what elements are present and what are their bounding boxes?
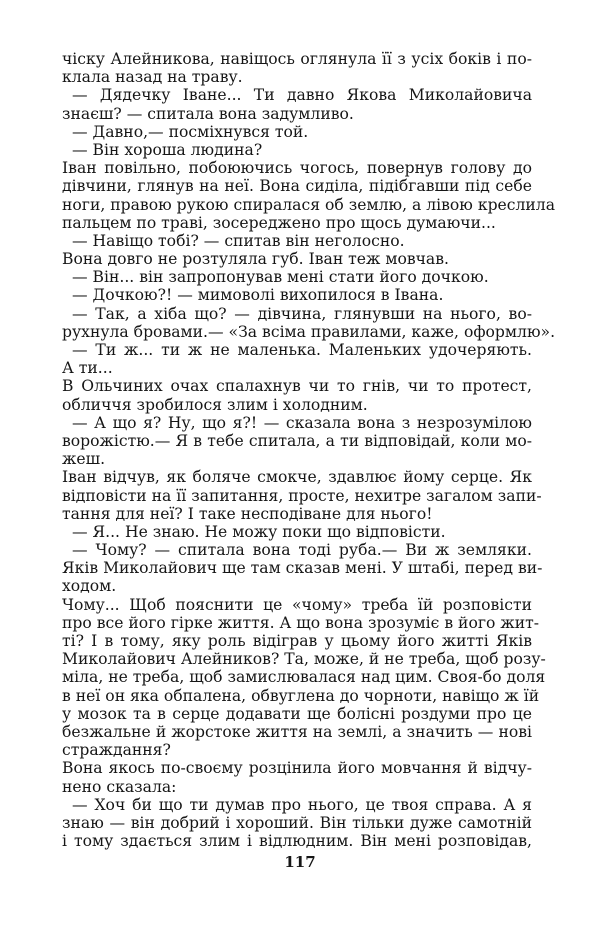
text-line: — Давно,— посміхнувся той. (72, 122, 309, 141)
text-line: у мозок та в серце додавати ще болісні роздуми про це (62, 704, 532, 723)
text-line: безжальне й жорстоке життя на землі, а значить — нові (62, 722, 532, 741)
text-line: — А що я? Ну, що я?! — сказала вона з незрозумілою (72, 413, 532, 432)
text-line: Миколайович Алейников? Та, може, й не треба, щоб розу- (62, 650, 546, 669)
text-line: ноги, правою рукою спиралася об землю, а лівою креслила (62, 195, 556, 214)
text-line: Вона довго не розтуляла губ. Іван теж мовчав. (62, 250, 449, 269)
page-number: 117 (284, 853, 316, 871)
text-line: ті? І в тому, яку роль відіграв у цьому його житті Яків (62, 632, 532, 650)
text-line: і тому здається злим і відлюдним. Він мені розповідав, (62, 832, 532, 851)
text-line: страждання? (62, 741, 171, 760)
text-line: — Навіщо тобі? — спитав він неголосно. (72, 231, 405, 250)
text-line: — Так, а хіба що? — дівчина, глянувши на нього, во- (72, 304, 532, 323)
text-line: жеш. (62, 450, 106, 469)
text-line: А ти... (62, 359, 113, 378)
text-line: знаю — він добрий і хороший. Він тільки дуже самотній (62, 813, 532, 832)
text-line: Вона якось по-своєму розцінила його мовчання й відчу- (62, 759, 532, 778)
text-line: ворожістю.— Я в тебе спитала, а ти відповідай, коли мо- (62, 431, 532, 450)
text-line: — Він хороша людина? (72, 140, 263, 159)
text-line: клала назад на траву. (62, 68, 243, 87)
text-line: обличчя зробилося злим і холодним. (62, 395, 368, 414)
text-line: В Ольчиних очах спалахнув чи то гнів, чи то протест, (62, 377, 532, 396)
text-line: Іван відчув, як боляче смокче, здавлює йому серце. Як (62, 468, 532, 487)
text-line: Яків Миколайович ще там сказав мені. У штабі, перед ви- (62, 559, 543, 578)
text-line: ходом. (62, 577, 117, 596)
text-line: в неї он яка обпалена, обвуглена до чорноти, навіщо ж їй (62, 686, 540, 705)
text-line: Чому... Щоб пояснити це «чому» треба їй розповісти (62, 595, 532, 614)
text-line: — Чому? — спитала вона тоді руба.— Ви ж земляки. (72, 541, 532, 560)
text-line: пальцем по траві, зосереджено про щось думаючи... (62, 213, 496, 232)
text-line: чіску Алейникова, навіщось оглянула її з усіх боків і по- (62, 50, 532, 68)
text-line: — Я... Не знаю. Не можу поки що відповісти. (72, 522, 446, 541)
body-text (62, 50, 556, 851)
text-line: — Дядечку Іване... Ти давно Якова Миколайовича (72, 86, 532, 105)
text-line: Іван повільно, побоюючись чогось, повернув голову до (62, 159, 532, 178)
text-line: рухнула бровами.— «За всіма правилами, каже, оформлю». (62, 322, 556, 341)
text-line: відповісти на її запитання, просте, нехитре загалом запи- (62, 486, 542, 505)
text-line: про все його гірке життя. А що вона зрозуміє в його жит- (62, 613, 539, 632)
text-line: нено сказала: (62, 777, 177, 796)
text-line: — Хоч би що ти думав про нього, це твоя справа. А я (72, 795, 532, 814)
text-line: — Дочкою?! — мимоволі вихопилося в Івана. (72, 286, 444, 305)
text-line: тання для неї? І таке несподіване для нього! (62, 504, 433, 523)
text-line: міла, не треба, щоб замислювалася над цим. Своя-бо доля (62, 668, 546, 687)
text-line: — Він... він запропонував мені стати його дочкою. (72, 268, 489, 287)
text-line: знаєш? — спитала вона задумливо. (62, 104, 354, 123)
text-line: — Ти ж... ти ж не маленька. Маленьких удочеряють. (72, 341, 532, 359)
text-line: дівчини, глянув на неї. Вона сиділа, підібгавши під себе (62, 177, 532, 196)
